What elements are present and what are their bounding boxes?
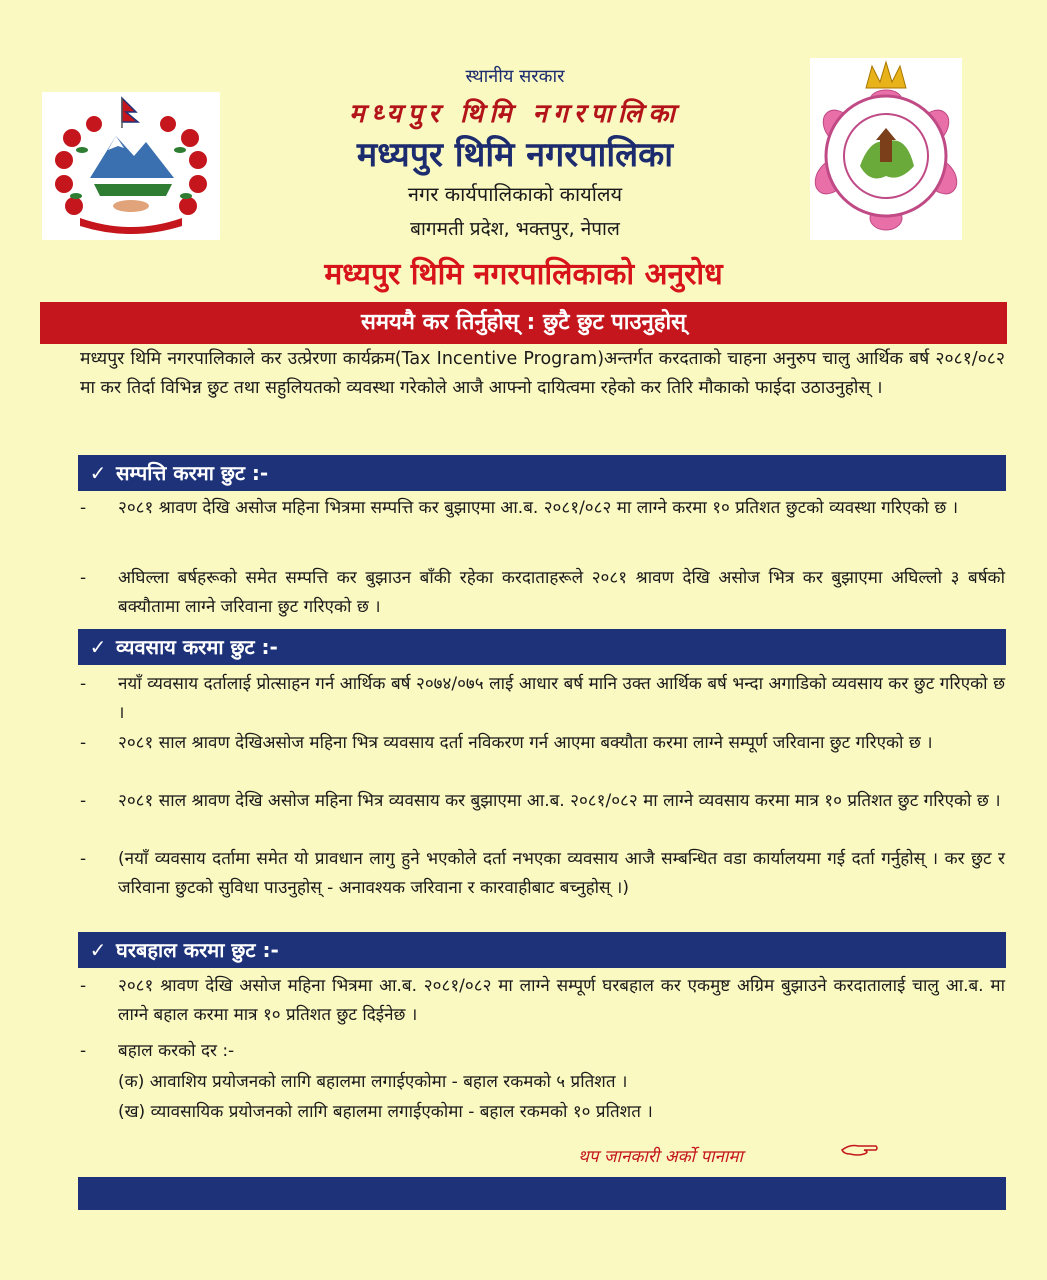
- pointing-hand-icon: [840, 1138, 880, 1162]
- list-item: [80, 494, 1005, 523]
- dash-icon: -: [80, 674, 87, 694]
- more-info-note: थप जानकारी अर्को पानामा: [578, 1147, 743, 1167]
- check-icon: ✓: [89, 635, 107, 659]
- dash-icon: -: [80, 498, 87, 518]
- list-item-text: अघिल्ला बर्षहरूको समेत सम्पत्ति कर बुझाउन बाँकी रहेका करदाताहरूले २०८१ श्रावण देखि असोज भित्र कर बुझाएमा अघिल्लो ३ बर्षको बक्यौतामा लाग्ने जरिवाना छुट गरिएको छ ।: [118, 568, 1005, 617]
- check-icon: ✓: [89, 938, 107, 962]
- section-title: घरबहाल करमा छुट :-: [116, 938, 279, 962]
- list-item-text: २०८१ साल श्रावण देखि असोज महिना भित्र व्यवसाय कर बुझाएमा आ.ब. २०८१/०८२ मा लाग्ने व्यवसाय करमा मात्र १० प्रतिशत छुट गरिएको छ ।: [118, 791, 1001, 811]
- list-item-text: २०८१ साल श्रावण देखिअसोज महिना भित्र व्यवसाय दर्ता नविकरण गर्न आएमा बक्यौता करमा लाग्ने सम्पूर्ण जरिवाना छुट गरिएको छ ।: [118, 733, 933, 753]
- section-title: व्यवसाय करमा छुट :-: [116, 635, 278, 659]
- letterhead: [0, 0, 1047, 300]
- request-title: मध्यपुर थिमि नगरपालिकाको अनुरोध: [324, 257, 723, 292]
- section-property-tax: [78, 455, 1006, 491]
- municipality-logo-icon: [810, 58, 962, 240]
- list-item-text: (नयाँ व्यवसाय दर्तामा समेत यो प्रावधान लागु हुने भएकोले दर्ता नभएका व्यवसाय आजै सम्बन्धित वडा कार्यालयमा गई दर्ता गर्नुहोस् । कर छुट र जरिवाना छुटको सुविधा पाउनुहोस् - अनावश्यक जरिवाना र कारवाहीबाट बच्नुहोस् ।): [118, 849, 1005, 898]
- footer-bar: [78, 1177, 1006, 1210]
- office-heading: [230, 60, 800, 241]
- list-item-text: नयाँ व्यवसाय दर्तालाई प्रोत्साहन गर्न आर्थिक बर्ष २०७४/०७५ लाई आधार बर्ष मानि उक्त आर्थिक बर्ष भन्दा अगाडिको व्यवसाय कर छुट गरिएको छ ।: [118, 674, 1005, 723]
- office-address: बागमती प्रदेश, भक्तपुर, नेपाल: [410, 218, 620, 240]
- section-rent-tax: [78, 932, 1006, 968]
- dash-icon: -: [80, 976, 87, 996]
- dash-icon: -: [80, 568, 87, 588]
- list-item-text: २०८१ श्रावण देखि असोज महिना भित्रमा सम्पत्ति कर बुझाएमा आ.ब. २०८१/०८२ मा लाग्ने करमा १० प्रतिशत छुटको व्यवस्था गरिएको छ ।: [118, 498, 959, 518]
- list-item-text: २०८१ श्रावण देखि असोज महिना भित्रमा आ.ब. २०८१/०८२ मा लाग्ने सम्पूर्ण घरबहाल कर एकमुष्ट अग्रिम बुझाउने करदातालाई चालु आ.ब. मा लाग्ने बहाल करमा मात्र १० प्रतिशत छुट दिईनेछ ।: [118, 976, 1005, 1025]
- dash-icon: -: [80, 791, 87, 811]
- dash-icon: -: [80, 849, 87, 869]
- stylized-municipality-name: मध्यपुर थिमि नगरपालिका: [349, 99, 681, 129]
- list-item-text: बहाल करको दर :-: [118, 1041, 235, 1061]
- list-item: [80, 787, 1005, 816]
- list-item: [80, 845, 1005, 903]
- municipality-name: मध्यपुर थिमि नगरपालिका: [356, 135, 674, 175]
- dash-icon: -: [80, 1041, 87, 1061]
- slogan-banner: समयमै कर तिर्नुहोस् : छुटै छुट पाउनुहोस्: [40, 302, 1007, 344]
- office-name: नगर कार्यपालिकाको कार्यालय: [407, 182, 623, 206]
- section-business-tax: [78, 629, 1006, 665]
- section-title: सम्पत्ति करमा छुट :-: [116, 461, 269, 485]
- list-item: [80, 564, 1005, 622]
- intro-paragraph: मध्यपुर थिमि नगरपालिकाले कर उत्प्रेरणा कार्यक्रम(Tax Incentive Program)अन्तर्गत करदताको चाहना अनुरुप चालु आर्थिक बर्ष २०८१/०८२ मा कर तिर्दा विभिन्न छुट तथा सहुलियतको व्यवस्था गरेकोले आजै आफ्नो दायित्वमा रहेको कर तिरि मौकाको फाईदा उठाउनुहोस् ।: [80, 349, 1005, 398]
- list-item: [80, 1037, 1005, 1066]
- rent-rate-residential: (क) आवाशिय प्रयोजनको लागि बहालमा लगाईएकोमा - बहाल रकमको ५ प्रतिशत ।: [118, 1072, 628, 1092]
- list-item: [80, 972, 1005, 1030]
- list-item: [80, 670, 1005, 728]
- rent-rate-commercial: (ख) व्यावसायिक प्रयोजनको लागि बहालमा लगाईएकोमा - बहाल रकमको १० प्रतिशत ।: [118, 1102, 653, 1122]
- dash-icon: -: [80, 733, 87, 753]
- local-government-label: स्थानीय सरकार: [465, 66, 565, 87]
- list-item: [80, 729, 1005, 758]
- nepal-emblem-icon: [42, 92, 220, 240]
- check-icon: ✓: [89, 461, 107, 485]
